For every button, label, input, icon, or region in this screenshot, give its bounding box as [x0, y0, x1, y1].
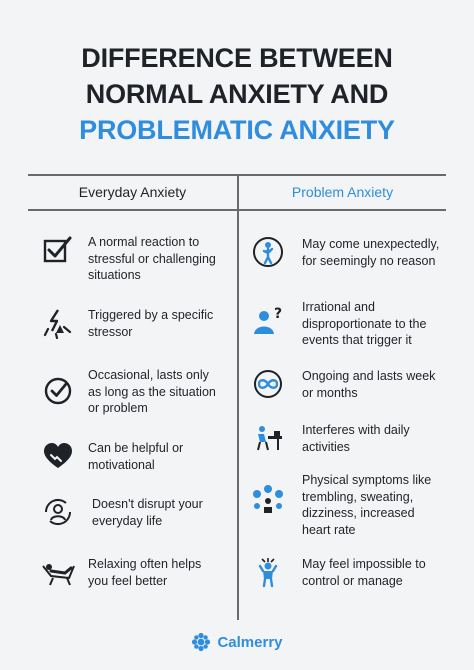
desk-worker-icon: [252, 422, 284, 454]
footer: [0, 632, 474, 652]
brand-name: Calmerry: [217, 633, 283, 651]
item-text: May feel impossible to control or manage: [302, 557, 426, 588]
header-problem-anxiety: Problem Anxiety: [291, 184, 394, 200]
item-text: Ongoing and lasts week or months: [302, 369, 436, 400]
list-item: [252, 368, 444, 401]
anxious-person-circle-icon: [252, 236, 284, 268]
item-text: Physical symptoms like trembling, sweating, dizziness, increased heart rate: [302, 473, 432, 537]
item-text: Can be helpful or motivational: [88, 441, 184, 472]
svg-text:?: ?: [274, 306, 283, 322]
title-line-3: PROBLEMATIC ANXIETY: [79, 115, 395, 145]
table-divider: [237, 174, 239, 620]
item-text: Triggered by a specific stressor: [88, 308, 214, 339]
item-text: A normal reaction to stressful or challenging situations: [88, 235, 216, 282]
checkbox-icon: [42, 234, 74, 266]
list-item: [40, 556, 216, 589]
physical-symptoms-icon: [252, 484, 284, 516]
item-text: Occasional, lasts only as long as the situation or problem: [88, 368, 216, 415]
item-text: Interferes with daily activities: [302, 423, 410, 454]
list-item: [252, 299, 444, 349]
title-line-1: DIFFERENCE BETWEEN: [81, 43, 393, 73]
calmerry-logo-icon: [191, 632, 211, 652]
comparison-table: [28, 174, 446, 620]
list-item: [252, 556, 444, 589]
heart-handshake-icon: [42, 440, 74, 472]
stress-trigger-icon: [42, 307, 74, 339]
clock-check-icon: [42, 375, 74, 407]
person-cycle-icon: [42, 496, 74, 528]
list-item: [42, 367, 216, 417]
infinity-icon: [252, 368, 284, 400]
relaxing-person-icon: [40, 556, 76, 588]
item-text: Irrational and disproportionate to the events that trigger it: [302, 300, 427, 347]
list-item: [252, 472, 444, 538]
title-line-2: NORMAL ANXIETY AND: [85, 79, 389, 109]
item-text: Relaxing often helps you feel better: [88, 557, 202, 588]
person-question-icon: [252, 305, 284, 337]
list-item: [252, 236, 444, 269]
item-text: May come unexpectedly, for seemingly no reason: [302, 237, 440, 268]
page-title: [0, 40, 474, 148]
list-item: [42, 440, 216, 473]
list-item: [42, 496, 220, 529]
overwhelmed-person-icon: [252, 556, 284, 588]
list-item: [252, 422, 444, 455]
list-item: [42, 307, 216, 340]
header-everyday-anxiety: Everyday Anxiety: [78, 184, 187, 200]
item-text: Doesn't disrupt your everyday life: [92, 497, 203, 528]
list-item: [42, 234, 216, 284]
